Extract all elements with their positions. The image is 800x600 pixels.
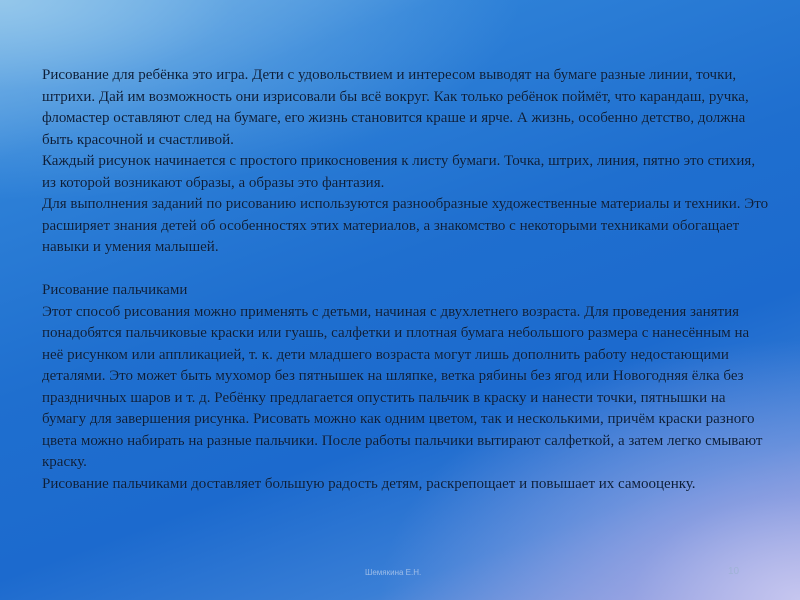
paragraph-finger-painting: Этот способ рисования можно применять с детьми, начиная с двухлетнего возраста. Для проведения занятия понадобятся пальчиковые краски или гуашь, салфетки и плотная бумага небольшого размера с нанесённым на неё рисунком или аппликацией, т. к. дети младшего возраста могут лишь дополнить работу недостающими деталями. Это может быть мухомор без пятнышек на шляпке, ветка рябины без ягод или Новогодняя ёлка без праздничных шаров и т. д. Ребёнку предлагается опустить пальчик в краску и нанести точки, пятнышки на бумагу для завершения рисунка. Рисовать можно как одним цветом, так и несколькими, причём краски разного цвета можно набирать на разные пальчики. После работы пальчики вытирают салфеткой, а затем легко смывают краску. bbox=[42, 303, 763, 470]
slide-text-body bbox=[42, 65, 772, 495]
paragraph-materials: Для выполнения заданий по рисованию используются разнообразные художественные материалы и техники. Это расширяет знания детей об особенностях этих материалов, а знакомство с некоторыми техниками обогащает навыки и умения малышей. bbox=[42, 196, 769, 255]
footer-author: Шемякина Е.Н. bbox=[365, 568, 422, 577]
section-heading: Рисование пальчиками bbox=[42, 282, 188, 298]
paragraph-conclusion: Рисование пальчиками доставляет большую радость детям, раскрепощает и повышает их самооценку. bbox=[42, 475, 696, 492]
paragraph-spacer bbox=[42, 259, 772, 281]
paragraph-intro: Рисование для ребёнка это игра. Дети с удовольствием и интересом выводят на бумаге разные линии, точки, штрихи. Дай им возможность они изрисовали бы всё вокруг. Как только ребёнок поймёт, что карандаш, ручка, фломастер оставляют след на бумаге, его жизнь становится краше и ярче. А жизнь, особенно детство, должна быть красочной и счастливой. bbox=[42, 67, 749, 148]
paragraph-every-drawing: Каждый рисунок начинается с простого прикосновения к листу бумаги. Точка, штрих, линия, пятно это стихия, из которой возникают образы, а образы это фантазия. bbox=[42, 153, 756, 191]
page-number: 10 bbox=[728, 566, 740, 577]
